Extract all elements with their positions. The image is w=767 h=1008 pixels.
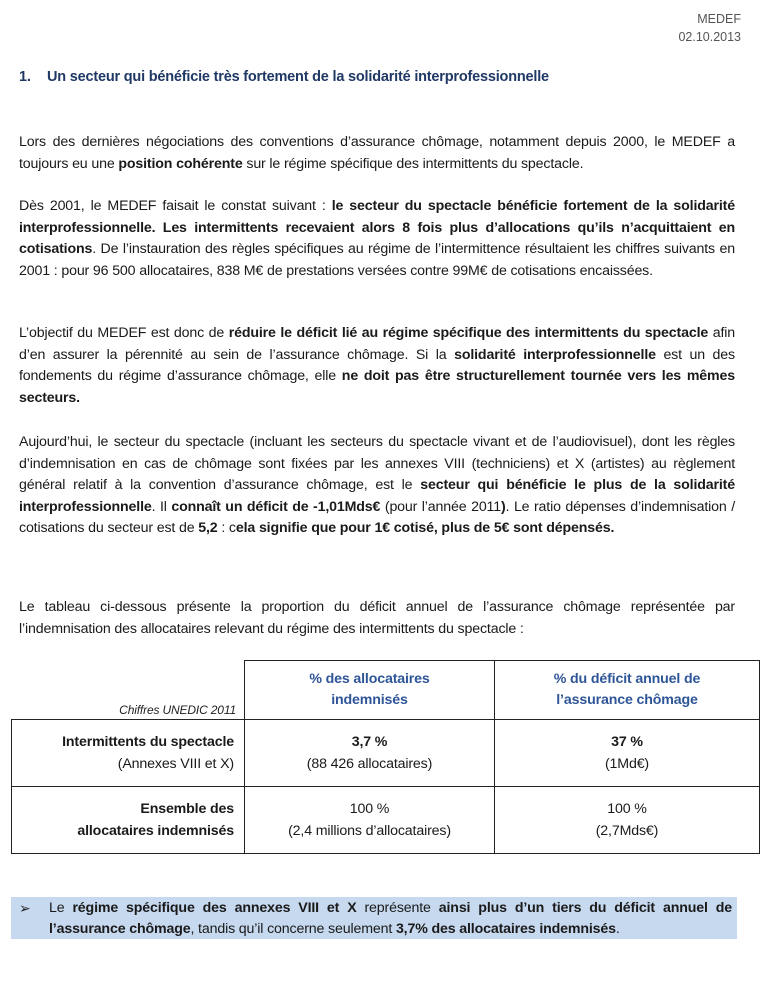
table-row <box>12 719 760 786</box>
document-date: 02.10.2013 <box>678 30 741 44</box>
callout-text: Le régime spécifique des annexes VIII et X représente ainsi plus d’un tiers du déficit annuel de l’assurance chômage, tandis qu’il concerne seulement 3,7% des allocataires indemnisés. <box>49 900 732 937</box>
section-title-text: Un secteur qui bénéficie très fortement de la solidarité interprofessionnelle <box>47 69 549 85</box>
deficit-table <box>11 660 760 854</box>
conclusion-callout <box>11 897 737 939</box>
cell-ensemble-allocataires: 100 % (2,4 millions d’allocataires) <box>245 786 495 853</box>
table-row <box>12 786 760 853</box>
paragraph-objectif: L’objectif du MEDEF est donc de réduire le déficit lié au régime spécifique des intermittents du spectacle afin d’en assurer la pérennité au sein de l’assurance chômage. Si la solidarité interprofessionnelle est un des fondements du régime d’assurance chômage, elle ne doit pas être structurellement tournée vers les mêmes secteurs. <box>19 325 735 406</box>
table-source-label: Chiffres UNEDIC 2011 <box>119 702 236 717</box>
paragraph-constat-2001: Dès 2001, le MEDEF faisait le constat suivant : le secteur du spectacle bénéficie fortement de la solidarité interprofessionnelle. Les intermittents recevaient alors 8 fois plus d’allocations qu’ils n’acquittaient en cotisations. De l’instauration des règles spécifiques au régime de l’intermittence résultaient les chiffres suivants en 2001 : pour 96 500 allocataires, 838 M€ de prestations versées contre 99M€ de cotisations encaissées. <box>19 198 735 279</box>
cell-intermittents-allocataires: 3,7 % (88 426 allocataires) <box>245 719 495 786</box>
section-title <box>19 69 549 85</box>
row-label-ensemble: Ensemble des allocataires indemnisés <box>12 786 245 853</box>
cell-ensemble-deficit: 100 % (2,7Mds€) <box>495 786 760 853</box>
table-header-row <box>12 661 760 720</box>
column-header-deficit: % du déficit annuel de l’assurance chômage <box>495 661 760 720</box>
paragraph-aujourdhui: Aujourd’hui, le secteur du spectacle (incluant les secteurs du spectacle vivant et de l’audiovisuel), dont les règles d’indemnisation en cas de chômage sont fixées par les annexes VIII (techniciens) et X (artistes) au règlement général relatif à la convention d’assurance chômage, est le secteur qui bénéficie le plus de la solidarité interprofessionnelle. Il connaît un déficit de -1,01Mds€ (pour l’année 2011). Le ratio dépenses d’indemnisation / cotisations du secteur est de 5,2 : cela signifie que pour 1€ cotisé, plus de 5€ sont dépensés. <box>19 434 735 537</box>
arrowhead-bullet-icon: ➢ <box>19 900 31 916</box>
cell-intermittents-deficit: 37 % (1Md€) <box>495 719 760 786</box>
organization-name: MEDEF <box>697 12 741 26</box>
row-label-intermittents: Intermittents du spectacle (Annexes VIII et X) <box>12 719 245 786</box>
section-number: 1. <box>19 69 31 85</box>
paragraph-table-intro: Le tableau ci-dessous présente la proportion du déficit annuel de l’assurance chômage représentée par l’indemnisation des allocataires relevant du régime des intermittents du spectacle : <box>19 599 735 637</box>
document-header <box>678 10 741 46</box>
paragraph-position: Lors des dernières négociations des conventions d’assurance chômage, notamment depuis 2000, le MEDEF a toujours eu une position cohérente sur le régime spécifique des intermittents du spectacle. <box>19 134 735 172</box>
column-header-allocataires: % des allocataires indemnisés <box>245 661 495 720</box>
